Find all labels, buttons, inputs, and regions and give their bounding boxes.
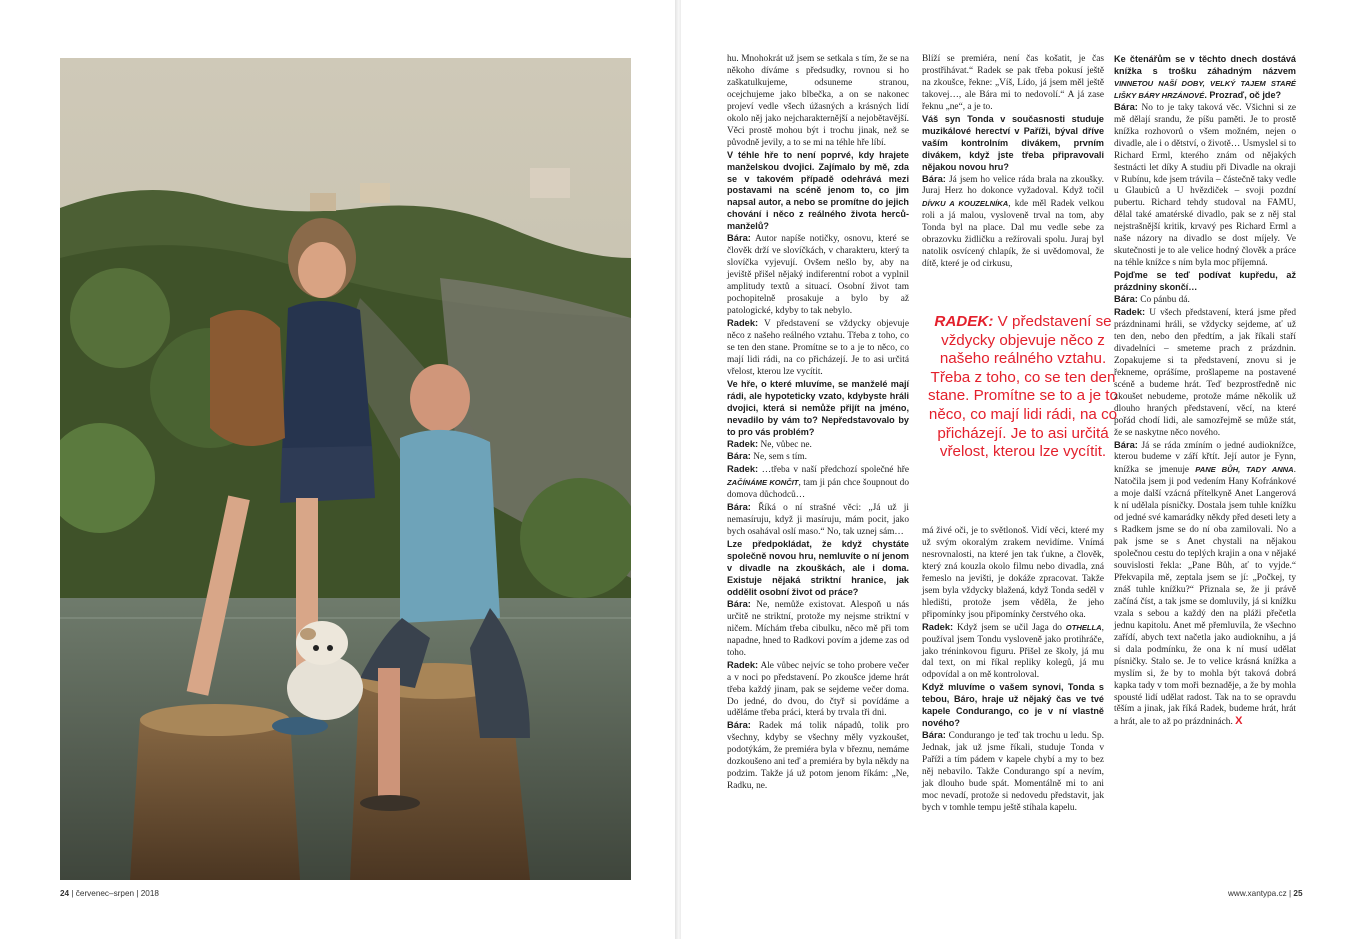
- body-paragraph: [727, 54, 909, 150]
- speaker-label: Radek:: [727, 438, 759, 449]
- paragraph-text: Ne, nemůže existovat. Alespoň u nás určitě ne striktní, protože my nejsme striktní v ničem. Míchám třeba cibulku, něco mě při tom napadne, hned to Radkovi povím a jdeme zas od toho.: [727, 599, 909, 658]
- interview-answer: [1114, 102, 1296, 270]
- interview-answer: [922, 174, 1104, 272]
- paragraph-text: Autor napíše notičky, osnovu, které se člověk drží ve slovíčkách, v charakteru, který ta slovíčka vyjevují. Ovšem nešlo by, aby na jeviště přišel nějaký indiferentní robot a vyplnil amplitudy textů a situací. Osobní život tam pochopitelně prosakuje a bylo by až patologické, kdyby to tak nebylo.: [727, 234, 909, 317]
- paragraph-text: Ve hře, o které mluvíme, se manželé mají rádi, ale hypoteticky vzato, kdybyste hráli dvojici, která si nemůže přijít na jméno, nevadilo by vám to? Nepředstavovalo by to pro vás problém?: [727, 378, 909, 437]
- text-column-3: [1114, 54, 1296, 729]
- paragraph-text: Ale vůbec nejvíc se toho probere večer a v noci po představení. Po zkoušce jdeme hrát třeba každý jinam, pak se sejdeme večer doma. Do jedné, do dvou, do čtyř si povídáme a uděláme třeba práci, která by trvala tři dni.: [727, 660, 909, 719]
- paragraph-text: Když mluvíme o vašem synovi, Tonda s tebou, Báro, hraje už nějaký čas ve tvé kapele Condurango, co je v ní vlastně nového?: [922, 682, 1104, 729]
- speaker-label: Bára:: [1114, 294, 1138, 305]
- title-reference: VINNETOU NAŠÍ DOBY, VELKÝ TAJEM STARÉ LIŠKY BÁRY HRZÁNOVÉ: [1114, 78, 1296, 100]
- speaker-label: Bára:: [727, 233, 751, 244]
- interview-answer: [727, 439, 909, 452]
- interview-answer: [922, 730, 1104, 815]
- interview-answer: [727, 720, 909, 793]
- paragraph-text: má živé oči, je to světlonoš. Vidí věci, které my už svým okoralým zrakem nevidíme. Vnímá nesrovnalosti, na které jen tak ťukne, a člověk, který zná kouzla okolo filmu nebo divadla, zná řemeslo na jevišti, je dokáže zpracovat. Takže jsem byla vždycky blažená, když Tonda seděl v hledišti, protože jsem věděla, že jeho připomínky jsou připomínky čerstvého oka.: [922, 526, 1104, 620]
- paragraph-text: Condurango je teď tak trochu u ledu. Sp. Jednak, jak už jsme říkali, studuje Tonda v Paříži a tím pádem v kapele chybí a my to bez něj nebavilo. Takže Condurango spí a nevím, jak dlouho bude spát. Momentálně mi to ani moc nevadí, protože si nedovedu představit, jak bych v tomhle tempu ještě stíhala kapelu.: [922, 731, 1104, 813]
- speaker-label: Bára:: [727, 451, 751, 462]
- paragraph-text: Já jsem ho velice ráda brala na zkoušky. Juraj Herz ho dokonce vyžadoval. Když točil: [922, 174, 1104, 197]
- speaker-label: Bára:: [1114, 439, 1138, 450]
- speaker-label: Radek:: [727, 659, 759, 670]
- folio-separator: |: [71, 889, 76, 898]
- paragraph-text: …třeba v naší předchozí společné hře: [758, 465, 909, 476]
- paragraph-text: Když jsem se učil Jaga do: [953, 622, 1066, 633]
- pull-quote-speaker: RADEK:: [934, 313, 994, 330]
- cover-photo: [60, 58, 631, 880]
- interview-answer: [1114, 440, 1296, 730]
- interview-question: [727, 379, 909, 439]
- paragraph-text: V téhle hře to není poprvé, kdy hrajete manželskou dvojici. Zajímalo by mě, zda se v takovém případě odehrává mezi postavami na scéně jenom to, co jim napsal autor, a nebo se promítne do jejich chování i něco z reálného života herců-manželů?: [727, 149, 909, 232]
- left-folio: [60, 889, 159, 898]
- issue-label: červenec–srpen: [75, 889, 135, 898]
- title-reference: DÍVKU A KOUZELNÍKA: [922, 199, 1009, 209]
- paragraph-text: , používal jsem Tondu vysloveně jako protihráče, jako tréninkovou figuru. Přišel ze školy, já mu dal text, on mi říkal repliky kolegů, já mu odpovídal a on mě kontroloval.: [922, 622, 1104, 681]
- paragraph-text: Já se ráda zmíním o jedné audioknížce, kterou budeme v září křtít. Její autor je Fynn, knížka se jmenuje: [1114, 440, 1296, 476]
- interview-answer: [922, 622, 1104, 683]
- paragraph-text: hu. Mnohokrát už jsem se setkala s tím, že se na někoho díváme s předsudky, rovnou si ho zaškatulkujeme, odsuneme stranou, ocejchujeme jako blbečka, a on se nakonec projeví vedle všech úžasných a krásných lidí okolo něj jako nejcharakternější a nejobětavější. Věci prostě mohou být i trochu jinak, než se původně jevily, a to se mi na téhle hře líbí.: [727, 54, 909, 148]
- interview-answer: [727, 502, 909, 539]
- paragraph-text: . Natočila jsem ji pod vedením Hany Kofránkové a moje další vzácná přítelkyně Anet Langerová k ní udělala písničky. Dostala jsem tuhle knížku od jedné své kamarádky někdy před deseti lety a s Radkem jsme se do ní oba zamilovali. No a pak jsme se s Anet chystali na nějakou společnou cestu do teplých krajin a ona v nějaké souvislosti řekla: „Pane Bůh, ať to vyjde.“ Překvapila mě, zeptala jsem se jí: „Počkej, ty znáš tuhle knížku?“ Přiznala se, že ji právě začíná číst, a tak jsme se domluvily, já si knížku vzala s sebou a každý den na pláži přečetla jednu kapitolu. Anet mě přemluvila, že všechno zařídí, abych text načetla jako audioknihu, a já si dala podmínku, že ona k ní musí udělat písničky. Stalo se. Je to velice krásná knížka a myslím si, že by to mohla být taková dobrá kapka tady v tom moři beznaděje, a že by mohla spousté lidí udělat radost. Tak na to se opravdu těším a jinak, jak říká Radek, budeme hrát, hrát a hrát, ale to až po prázdninách.: [1114, 465, 1296, 728]
- paragraph-text: Říká o ní strašné věci: „Já už ji nemasíruju, když ji masíruju, mám pocit, jako bych osahával oslí maso.“ No, tak uznej sám…: [727, 503, 909, 538]
- title-reference: ZAČÍNÁME KONČIT: [727, 478, 799, 488]
- folio-separator: |: [136, 889, 141, 898]
- paragraph-text: Ke čtenářům se v těchto dnech dostává knížka s trošku záhadným názvem: [1114, 54, 1296, 76]
- interview-question: [1114, 270, 1296, 294]
- page-number-right: 25: [1293, 889, 1303, 898]
- end-mark-icon: X: [1235, 715, 1243, 728]
- text-column-1: [727, 54, 909, 793]
- interview-answer: [727, 318, 909, 379]
- interview-answer: [727, 233, 909, 318]
- paragraph-text: . Prozraď, oč jde?: [1204, 89, 1282, 100]
- paragraph-text: U všech představení, která jsme před prázdninami hráli, se vždycky sejdeme, ať už ten den, nebo den předtím, a jak říkali staří divadelníci – smeteme prach z prázdnin. Zopakujeme si ta představení, znovu si je řekneme, oprášíme, prošlapeme na postavené scéně a budeme hrát. Teď bezprostředně nic zkoušet nebudeme, protože máme několik už dlouho hraných představení, věcí, na které pořád chodí lidi, ale samozřejmě se může stát, že se naskytne něco nového.: [1114, 308, 1296, 438]
- interview-answer: [727, 660, 909, 721]
- folio-separator: |: [1288, 889, 1294, 898]
- interview-question: [727, 150, 909, 234]
- interview-answer: [1114, 294, 1296, 307]
- paragraph-text: V představení se vždycky objevuje něco z našeho reálného vztahu. Třeba z toho, co se ten den stane. Promítne se to a je to něco, co mají lidi rádi, na co přicházejí. Je to asi určitá vřelost, kterou lze vycítit.: [727, 318, 909, 377]
- site-url: www.xantypa.cz: [1228, 889, 1287, 898]
- title-reference: PANE BŮH, TADY ANNA: [1195, 465, 1294, 475]
- body-paragraph: [922, 54, 1104, 114]
- speaker-label: Bára:: [922, 173, 946, 184]
- pull-quote-text: V představení se vždycky objevuje něco z našeho reálného vztahu. Třeba z toho, co se ten den stane. Promítne se to a je to něco, co mají lidi rádi, na co přicházejí. Je to asi určitá vřelost, kterou lze vycítit.: [928, 313, 1118, 461]
- speaker-label: Bára:: [727, 598, 751, 609]
- paragraph-text: Radek má tolik nápadů, tolik pro všechny, kdyby se všechny měly vyzkoušet, podotýkám, že premiéra byla v březnu, nemáme dozkoušeno ani teď a premiéra by byla někdy na podzim. Takže já už potom jenom říkám: „Ne, Radku, ne.: [727, 721, 909, 792]
- paragraph-text: , kde měl Radek velkou roli a já malou, vysloveně trval na tom, aby Tonda byl na place. Dal mu vedle sebe za obrazovku židličku a režírovali spolu. Juraj byl natolik osvícený chlapík, že si uvědomoval, že dítě, které je od cirkusu,: [922, 199, 1104, 270]
- issue-year: 2018: [140, 889, 159, 898]
- speaker-label: Bára:: [922, 730, 946, 741]
- page-number-left: 24: [60, 889, 70, 898]
- speaker-label: Radek:: [727, 317, 759, 328]
- paragraph-text: Lze předpokládat, že když chystáte společně novou hru, nemluvíte o ní jenom v divadle na zkouškách, ale i doma. Existuje nějaká striktní hranice, jak oddělit osobní život od práce?: [727, 539, 909, 597]
- speaker-label: Bára:: [727, 720, 751, 731]
- interview-answer: [1114, 307, 1296, 439]
- interview-question: [922, 682, 1104, 730]
- pull-quote: [928, 313, 1118, 462]
- paragraph-text: Ne, sem s tím.: [750, 452, 807, 463]
- speaker-label: Radek:: [922, 621, 954, 632]
- paragraph-text: No to je taky taková věc. Všichni si ze mě dělají srandu, že píšu paměti. Je to prostě knížka rozhovorů o všem možném, nejen o divadle, ale i o dětství, o životě… Usmyslel si to Richard Erml, kterého znám od nějakých šestnácti let díky A studiu při Divadle na okraji v Rubínu, kde jsem trávila – částečně taky vedle u Glaubiců a U hvězdiček – svoji pozdní pubertu. Richard tehdy studoval na FAMU, dělal také amatérské divadlo, pak se z něj stal nejstrašnější kritik, krvavý pes Richard Erml a naše názory na divadlo se dost míjely. Ve skutečnosti je to ale velice hodný člověk a práce na téhle knížce s ním byla moc příjemná.: [1114, 102, 1296, 269]
- interview-question: [727, 539, 909, 599]
- interview-answer: [727, 464, 909, 502]
- interview-answer: [727, 599, 909, 660]
- body-paragraph: [922, 526, 1104, 622]
- paragraph-text: Blíží se premiéra, není čas košatit, je čas prostřihávat.“ Radek se pak třeba pokusí ještě na zkoušce, řekne: „Víš, Lído, já jsem měl ještě takovej…, ale Bára mi to nedovolí.“ A já zase řeknu „ne“, a je to.: [922, 54, 1104, 112]
- right-folio: [1228, 889, 1303, 898]
- interview-answer: [727, 451, 909, 464]
- paragraph-text: Pojďme se teď podívat kupředu, až prázdniny skončí…: [1114, 270, 1296, 293]
- paragraph-text: Co pánbu dá.: [1137, 295, 1190, 306]
- speaker-label: Radek:: [727, 464, 759, 475]
- paragraph-text: , tam ji pán chce šoupnout do domova důchodců…: [727, 478, 909, 501]
- paragraph-text: Ne, vůbec ne.: [758, 439, 812, 450]
- left-page: [0, 0, 675, 939]
- title-reference: OTHELLA: [1065, 622, 1102, 632]
- speaker-label: Bára:: [727, 502, 751, 513]
- photo-illustration: [60, 58, 631, 880]
- speaker-label: Radek:: [1114, 307, 1146, 318]
- text-column-2-top: [922, 54, 1104, 271]
- interview-question: [922, 114, 1104, 174]
- interview-question: [1114, 54, 1296, 102]
- paragraph-text: Váš syn Tonda v současnosti studuje muzikálové herectví v Paříži, býval dříve vaším kontrolním divákem, prvním divákem, když jste třeba připravovali nějakou novou hru?: [922, 113, 1104, 172]
- text-column-2-bottom: [922, 526, 1104, 815]
- speaker-label: Bára:: [1114, 101, 1138, 112]
